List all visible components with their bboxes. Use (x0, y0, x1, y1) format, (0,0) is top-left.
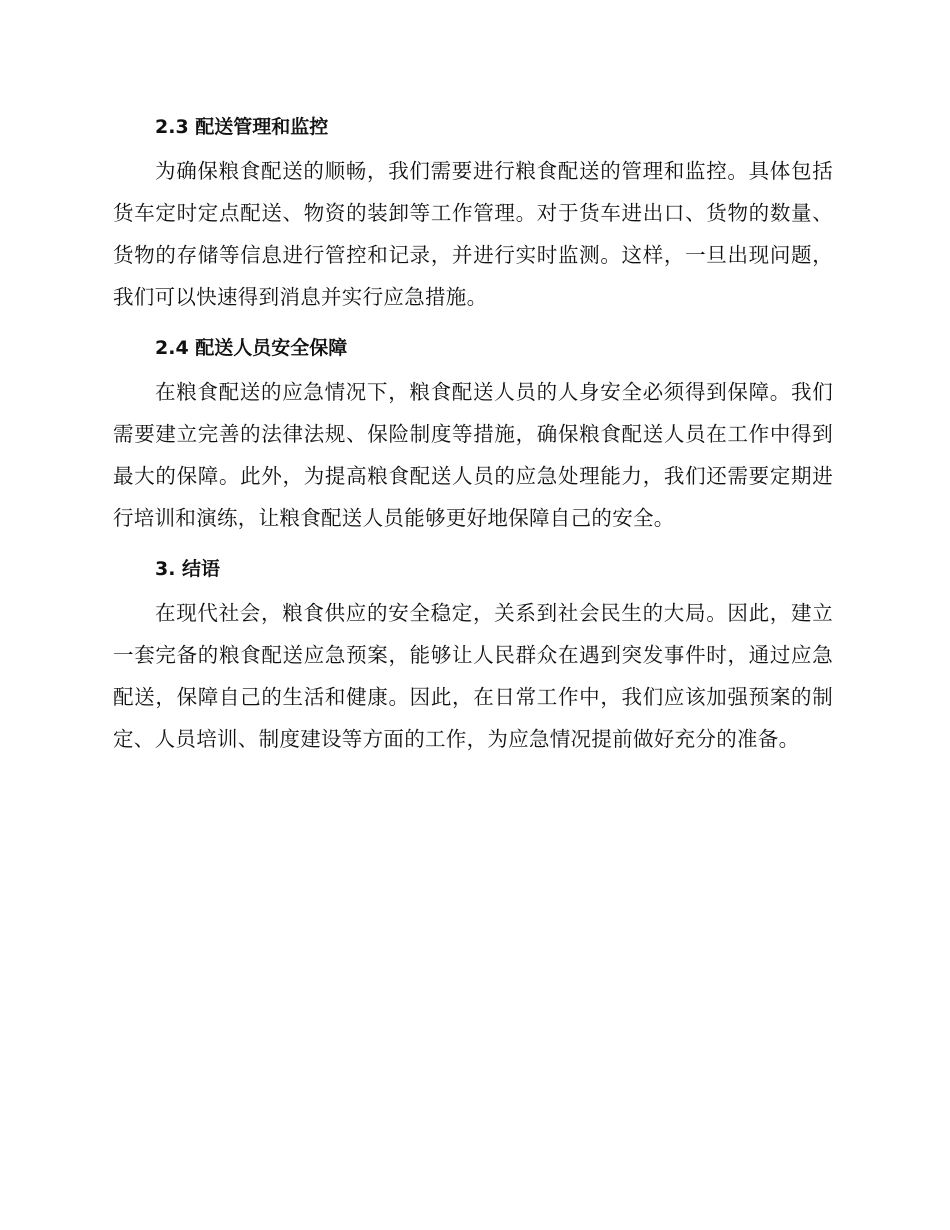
section-heading-2-4: 2.4 配送人员安全保障 (155, 337, 348, 359)
section-heading-2-3: 2.3 配送管理和监控 (155, 116, 329, 138)
section-heading-3-conclusion: 3. 结语 (155, 558, 221, 580)
section-paragraph-2-3: 为确保粮食配送的顺畅，我们需要进行粮食配送的管理和监控。具体包括货车定时定点配送、物资的装卸等工作管理。对于货车进出口、货物的数量、货物的存储等信息进行管控和记录，并进行实时监测。这样，一旦出现问题，我们可以快速得到消息并实行应急措施。 (113, 159, 833, 309)
section-paragraph-3-conclusion: 在现代社会，粮食供应的安全稳定，关系到社会民生的大局。因此，建立一套完备的粮食配送应急预案，能够让人民群众在遇到突发事件时，通过应急配送，保障自己的生活和健康。因此，在日常工作中，我们应该加强预案的制定、人员培训、制度建设等方面的工作，为应急情况提前做好充分的准备。 (113, 601, 833, 751)
section-paragraph-2-4: 在粮食配送的应急情况下，粮食配送人员的人身安全必须得到保障。我们需要建立完善的法律法规、保险制度等措施，确保粮食配送人员在工作中得到最大的保障。此外，为提高粮食配送人员的应急处理能力，我们还需要定期进行培训和演练，让粮食配送人员能够更好地保障自己的安全。 (113, 380, 833, 530)
document-body (113, 110, 833, 760)
